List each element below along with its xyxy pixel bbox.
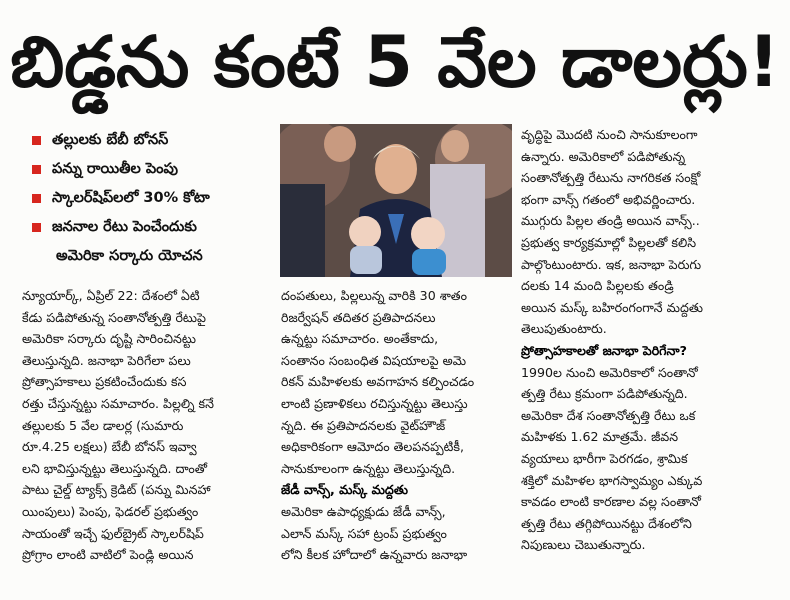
bullet-item [26, 213, 276, 242]
article-line: వృద్ధిపై మొదటి నుంచి సానుకూలంగా [521, 127, 698, 142]
red-square-bullet-icon [32, 165, 41, 174]
bullet-text: జననాల రేటు పెంచేందుకు [52, 219, 197, 235]
article-line: లోని కీలక హోదాలో ఉన్నవారు జనాభా [281, 547, 468, 563]
article-line: తల్లులకు 5 వేల డాలర్ల (సుమారు [22, 417, 184, 433]
bullet-text: తల్లులకు బేబీ బోనస్ [52, 132, 169, 148]
article-line: అధికారికంగా ఆమోదం తెలపనప్పటికీ, [281, 439, 464, 455]
article-line: కేడు పడిపోతున్న సంతానోత్పత్తి రేటుపై [22, 309, 206, 325]
article-line: ఎలాన్ మస్క్ సహా ట్రంప్ ప్రభుత్వం [281, 525, 447, 541]
bullet-text: అమెరికా సర్కారు యోచన [56, 248, 203, 264]
bullet-text: స్కాలర్‌షిప్‌లలో 30% కోటా [52, 190, 210, 206]
article-line: సానుకూలంగా ఉన్నట్టు తెలుస్తున్నది. [281, 460, 456, 476]
article-line: 1990ల నుంచి అమెరికాలో సంతానో [521, 364, 698, 380]
article-line: ప్రభుత్వ కార్యక్రమాల్లో పిల్లలతో కలిసి [521, 234, 697, 250]
headline: బిడ్డను కంటే 5 వేల డాలర్లు! [10, 21, 780, 103]
highlight-bullets [26, 126, 276, 271]
article-line: తెలుస్తున్నది. జనాభా పెరిగేలా పలు [22, 352, 191, 368]
article-line: దలకు 14 మంది పిల్లలకు తండ్రి [521, 278, 674, 294]
article-line: యింపులు) పెంపు, ఫెడరల్ ప్రభుత్వం [22, 503, 199, 519]
article-line: త్పత్తి రేటు తగ్గిపోయినట్టు దేశంలోని [521, 515, 692, 531]
article-line: పాటు చైల్డ్ ట్యాక్స్ క్రెడిట్ (పన్ను మినహా [22, 482, 211, 498]
article-line: ఉన్నట్టు సమాచారం. అంతేకాదు, [281, 331, 439, 347]
article-line: పాల్గొంటుంటారు. ఇక, జనాభా పెరుగు [521, 256, 702, 272]
article-line: త్పత్తి రేటు క్రమంగా పడిపోతున్నది. [521, 386, 688, 402]
article-line: అమెరికా సర్కారు దృష్టి సారించినట్టు [22, 331, 196, 347]
bullet-item [26, 155, 276, 184]
article-line: శక్తిలో మహిళల భాగస్వామ్యం ఎక్కువ [521, 472, 703, 488]
article-line: దంపతులు, పిల్లలున్న వారికి 30 శాతం [281, 288, 467, 303]
article-line: సంతానోత్పత్తి రేటును నాగరికత సంక్షో [521, 170, 701, 186]
bullet-item [26, 126, 276, 155]
article-line: రికన్ మహిళలకు అవగాహన కల్పించడం [281, 374, 475, 390]
article-line: మహిళకు 1.62 మాత్రమే. జీవన [521, 429, 679, 445]
red-square-bullet-icon [32, 194, 41, 203]
article-line: ప్రోగ్రాం లాంటి వాటిలో పెండ్లి అయిన [22, 547, 194, 563]
article-line: ప్రోత్సాహకాలు ప్రకటించేందుకు కస [22, 374, 187, 390]
article-subheading: ప్రోత్సాహకాలతో జనాభా పెరిగేనా? [521, 342, 687, 358]
article-line: సాయంతో ఇచ్చే ఫుల్‌బ్రైట్ స్కాలర్‌షిప్ [22, 525, 204, 541]
article-line: ముగ్గురు పిల్లల తండ్రి అయిన వాన్స్.. [521, 213, 700, 229]
article-column-left [22, 285, 274, 566]
article-line: లని భావిస్తున్నట్టు తెలుస్తున్నది. దాంతో [22, 460, 208, 476]
photo-illustration [280, 124, 512, 277]
red-square-bullet-icon [32, 136, 41, 145]
article-line: కావడం లాంటి కారణాల వల్ల సంతానో [521, 494, 701, 510]
article-line: లాంటి ప్రణాళికలు రచిస్తున్నట్టు తెలుస్తు [281, 395, 468, 411]
article-line: రత్తు చేస్తున్నట్టు సమాచారం. పిల్లల్ని కనే [22, 395, 214, 411]
article-line: ఉన్నారు. అమెరికాలో పడిపోతున్న [521, 148, 686, 164]
bullet-item-continued [26, 242, 276, 271]
article-line: న్నది. ఈ ప్రతిపాదనలకు వైట్‌హౌజ్ [281, 417, 446, 433]
bullet-text: పన్ను రాయితీల పెంపు [52, 161, 178, 177]
article-line: న్యూయార్క్, ఏప్రిల్ 22: దేశంలో ఏటి [22, 288, 200, 303]
article-line: అమెరికా ఉపాధ్యక్షుడు జేడీ వాన్స్, [281, 503, 446, 519]
news-photo [280, 124, 512, 277]
article-line: నిపుణులు చెబుతున్నారు. [521, 537, 646, 553]
article-line: అయిన మస్క్ బహిరంగంగానే మద్దతు [521, 299, 704, 315]
article-line: వ్యయాలు భారీగా పెరగడం, శ్రామిక [521, 450, 688, 466]
article-column-middle [281, 285, 513, 566]
article-line: రిజర్వేషన్ తదితర ప్రతిపాదనలు [281, 309, 436, 325]
article-line: రూ.4.25 లక్షలు) బేబీ బోనస్ ఇవ్వా [22, 439, 197, 455]
bullet-item [26, 184, 276, 213]
red-square-bullet-icon [32, 223, 41, 232]
article-line: భంగా వాన్స్ గతంలో అభివర్ణించారు. [521, 191, 696, 207]
article-line: సంతానం సంబంధిత విషయాలపై అమె [281, 352, 467, 368]
article-column-right [521, 124, 771, 556]
article-subheading: జేడీ వాన్స్, మస్క్ మద్దతు [281, 482, 408, 498]
article-line: అమెరికా దేశ సంతానోత్పత్తి రేటు ఒక [521, 407, 696, 423]
article-line: తెలుపుతుంటారు. [521, 321, 607, 337]
